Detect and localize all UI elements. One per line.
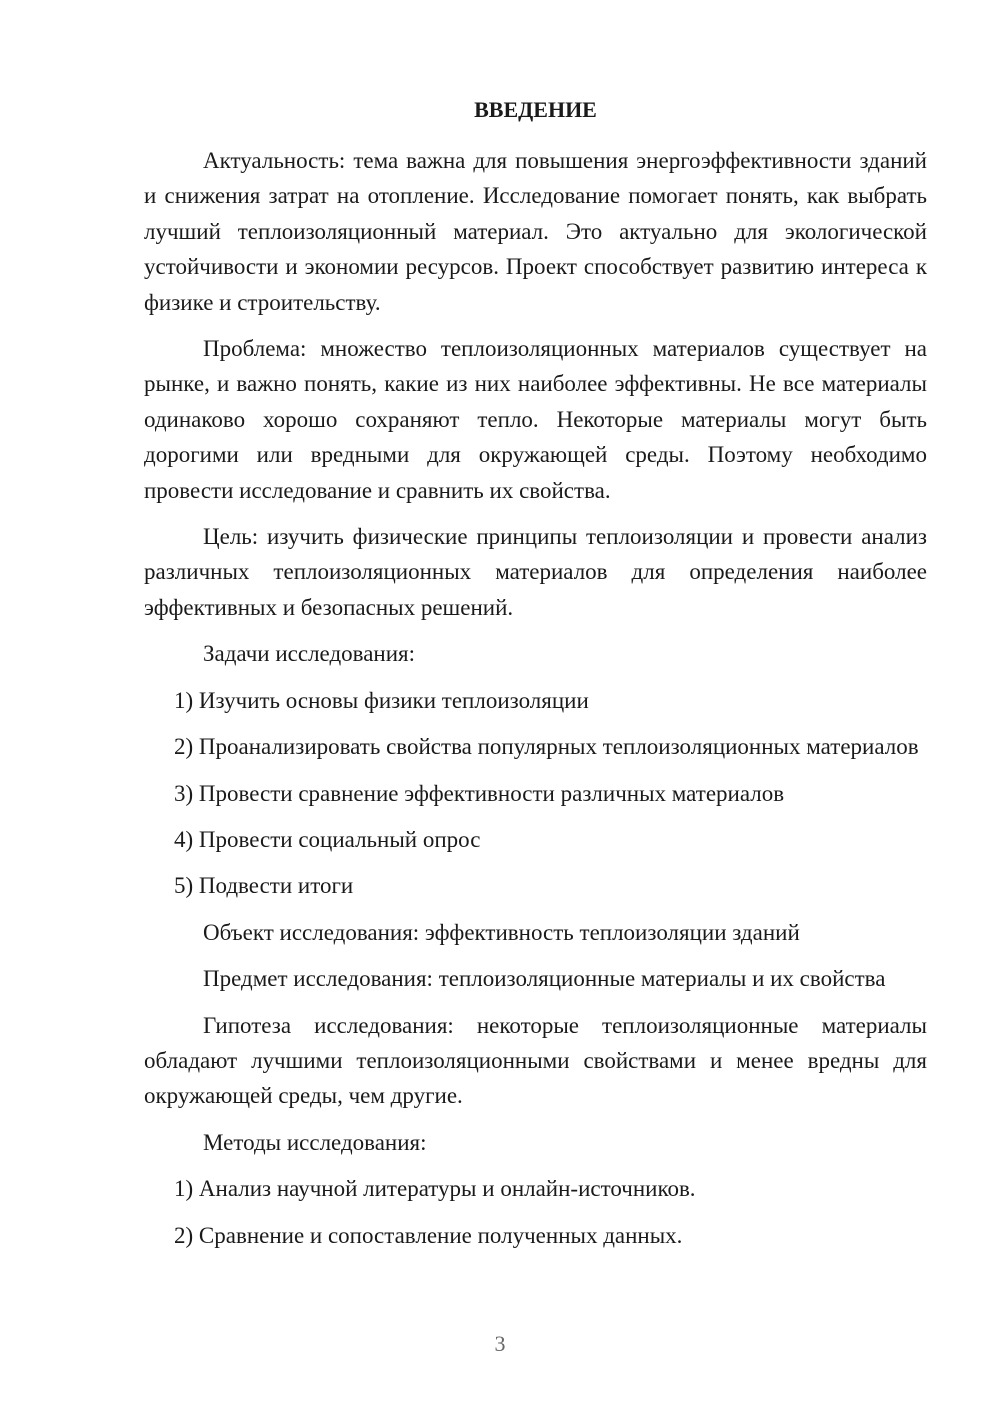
problem-paragraph: Проблема: множество теплоизоляционных материалов существует на рынке, и важно понять, какие из них наиболее эффективны. Не все материалы одинаково хорошо сохраняют тепло. Некоторые материалы могут быть дорогими или вредными для окружающей среды. Поэтому необходимо провести исследование и сравнить их свойства. [144, 336, 927, 503]
page-body [144, 90, 927, 1264]
task-item: 2) Проанализировать свойства популярных теплоизоляционных материалов [174, 734, 919, 760]
task-item: 3) Провести сравнение эффективности различных материалов [174, 780, 785, 806]
task-item: 5) Подвести итоги [174, 873, 354, 899]
method-item: 1) Анализ научной литературы и онлайн-источников. [174, 1176, 696, 1202]
goal-paragraph: Цель: изучить физические принципы теплоизоляции и провести анализ различных теплоизоляционных материалов для определения наиболее эффективных и безопасных решений. [144, 524, 927, 620]
hypothesis-paragraph: Гипотеза исследования: некоторые теплоизоляционные материалы обладают лучшими теплоизоляционными свойствами и менее вредны для окружающей среды, чем другие. [144, 1012, 927, 1109]
tasks-heading: Задачи исследования: [203, 641, 416, 667]
section-title: ВВЕДЕНИЕ [474, 97, 597, 122]
methods-heading: Методы исследования: [203, 1129, 427, 1155]
subject-paragraph: Предмет исследования: теплоизоляционные материалы и их свойства [203, 966, 886, 992]
task-item: 1) Изучить основы физики теплоизоляции [174, 687, 589, 713]
task-item: 4) Провести социальный опрос [174, 826, 481, 852]
relevance-paragraph: Актуальность: тема важна для повышения энергоэффективности зданий и снижения затрат на отопление. Исследование помогает понять, как выбрать лучший теплоизоляционный материал. Это актуально для экологической устойчивости и экономии ресурсов. Проект способствует развитию интереса к физике и строительству. [144, 148, 927, 315]
method-item: 2) Сравнение и сопоставление полученных данных. [174, 1222, 683, 1248]
object-paragraph: Объект исследования: эффективность теплоизоляции зданий [203, 919, 800, 945]
page-number: 3 [494, 1331, 506, 1356]
